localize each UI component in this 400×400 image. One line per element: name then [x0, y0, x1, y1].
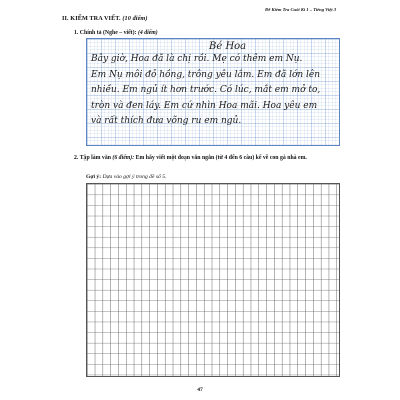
- question-2-points: (6 điểm):: [112, 155, 135, 161]
- question-2-label: 2. Tập làm văn: [74, 155, 111, 161]
- dictation-title: Bé Hoa: [209, 41, 247, 52]
- dictation-line-2: Em Nụ môi đỏ hồng, trông yêu lắm. Em đã lớn lên: [91, 70, 321, 80]
- dictation-line-4: tròn và đen láy. Em cứ nhìn Hoa mãi. Hoa yêu em: [91, 101, 318, 111]
- page-number: 47: [197, 387, 203, 393]
- answer-writing-grid[interactable]: [86, 183, 340, 377]
- section-title-text: II. KIỂM TRA VIẾT.: [62, 15, 121, 22]
- dictation-line-3: nhiều. Em ngủ ít hơn trước. Có lúc, mắt em mở to,: [91, 85, 321, 95]
- section-points: (10 điểm): [122, 15, 148, 22]
- hint-label: Gợi ý:: [86, 174, 102, 180]
- question-1-points: (4 điểm): [137, 30, 158, 36]
- dictation-grid: [86, 38, 340, 146]
- question-1-heading: [74, 30, 158, 36]
- question-2-hint: [86, 174, 166, 180]
- hint-text: Dựa vào gợi ý trong đề số 5.: [102, 174, 167, 180]
- dictation-line-5: và rất thích đưa võng ru em ngủ.: [91, 116, 242, 126]
- book-header: Đề Kiểm Tra Cuối Kì 1 – Tiếng Việt 3: [265, 7, 336, 12]
- dictation-line-1: Bây giờ, Hoa đã là chị rồi. Mẹ có thêm em Nụ.: [91, 54, 303, 64]
- section-title: [62, 15, 148, 22]
- question-1-label: 1. Chính tả (Nghe – viết):: [74, 30, 137, 36]
- question-2-heading: [74, 154, 344, 162]
- question-2-prompt: Em hãy viết một đoạn văn ngắn (từ 4 đến 6 câu) kể về con gà nhà em.: [135, 155, 307, 161]
